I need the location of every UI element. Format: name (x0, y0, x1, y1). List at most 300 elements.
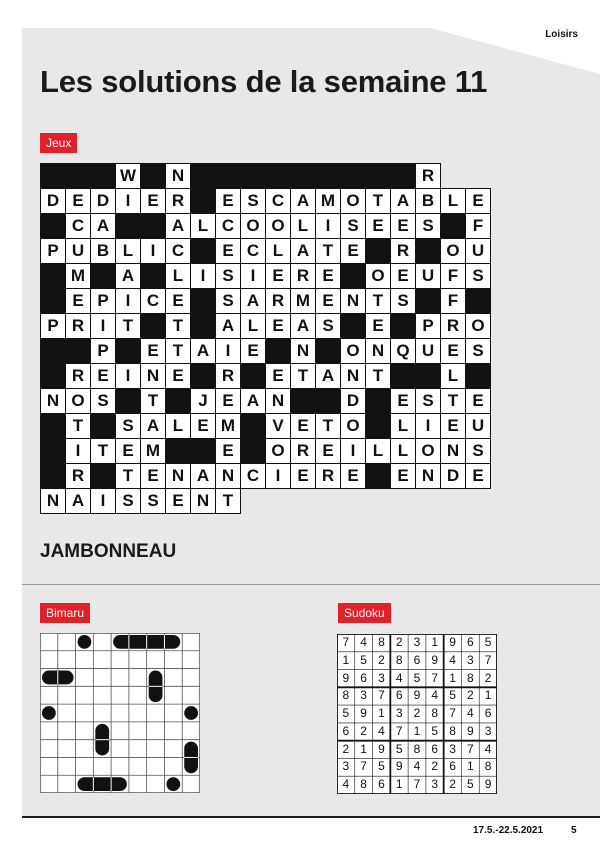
crossword-letter-cell: E (290, 413, 316, 439)
crossword-letter-cell: S (390, 288, 416, 314)
crossword-letter-cell: E (165, 363, 191, 389)
crossword-black-cell (65, 338, 91, 364)
crossword-letter-cell: S (90, 388, 116, 414)
sudoku-cell: 6 (413, 652, 421, 667)
sudoku-cell: 9 (466, 723, 474, 738)
sudoku-cell: 1 (378, 706, 385, 721)
crossword-letter-cell: R (390, 238, 416, 264)
crossword-black-cell (40, 163, 66, 189)
crossword-black-cell (40, 463, 66, 489)
crossword-black-cell (390, 163, 416, 189)
crossword-black-cell (440, 213, 466, 239)
crossword-letter-cell: E (140, 463, 166, 489)
sudoku-cell: 3 (431, 777, 439, 792)
crossword-letter-cell: E (340, 463, 366, 489)
crossword-letter-cell: D (90, 188, 116, 214)
sudoku-cell: 6 (466, 635, 474, 649)
crossword-letter-cell: S (340, 213, 366, 239)
sudoku-cell: 5 (395, 741, 403, 756)
sudoku-cell: 5 (342, 706, 350, 721)
crossword-letter-cell: A (290, 313, 316, 339)
crossword-letter-cell: T (365, 363, 391, 389)
crossword-letter-cell: E (390, 213, 416, 239)
sudoku-cell: 9 (431, 652, 439, 667)
crossword-letter-cell: N (140, 363, 166, 389)
crossword-letter-cell: T (140, 388, 166, 414)
sudoku-cell: 7 (431, 670, 439, 685)
crossword-letter-cell: I (90, 313, 116, 339)
crossword-black-cell (365, 163, 391, 189)
crossword-black-cell (165, 388, 191, 414)
crossword-letter-cell: L (265, 238, 291, 264)
sudoku-cell: 5 (360, 652, 367, 667)
crossword-letter-cell: S (465, 263, 491, 289)
sudoku-cell: 8 (378, 635, 385, 649)
crossword-letter-cell: I (215, 338, 241, 364)
sudoku-cell: 1 (466, 759, 474, 774)
crossword-letter-cell: P (90, 338, 116, 364)
crossword-letter-cell: I (115, 288, 141, 314)
sudoku-cell: 5 (449, 688, 456, 703)
crossword-letter-cell: R (265, 288, 291, 314)
crossword-letter-cell: B (90, 238, 116, 264)
crossword-letter-cell: M (65, 263, 91, 289)
crossword-letter-cell: L (365, 438, 391, 464)
page-title: Les solutions de la semaine 11 (40, 64, 488, 99)
crossword-letter-cell: S (315, 313, 341, 339)
crossword-letter-cell: S (215, 288, 241, 314)
crossword-letter-cell: A (90, 213, 116, 239)
sudoku-cell: 8 (395, 652, 403, 667)
crossword-letter-cell: E (465, 188, 491, 214)
crossword-black-cell (115, 388, 141, 414)
crossword-letter-cell: A (190, 463, 216, 489)
crossword-letter-cell: E (165, 488, 191, 514)
crossword-letter-cell: A (115, 263, 141, 289)
crossword-letter-cell: O (265, 438, 291, 464)
sudoku-cell: 4 (449, 652, 456, 667)
page-number: 5 (571, 825, 577, 836)
crossword-letter-cell: E (215, 438, 241, 464)
crossword-letter-cell: T (290, 363, 316, 389)
crossword-letter-cell: U (465, 413, 491, 439)
crossword-letter-cell: L (165, 413, 191, 439)
crossword-letter-cell: E (315, 263, 341, 289)
sudoku-cell: 7 (342, 635, 350, 649)
crossword-letter-cell: J (190, 388, 216, 414)
section-divider (22, 584, 600, 585)
crossword-black-cell (315, 163, 341, 189)
crossword-letter-cell: N (340, 288, 366, 314)
crossword-letter-cell: P (415, 313, 441, 339)
crossword-letter-cell: O (65, 388, 91, 414)
crossword-letter-cell: L (290, 213, 316, 239)
sudoku-cell: 9 (360, 706, 367, 721)
crossword-letter-cell: V (265, 413, 291, 439)
crossword-letter-cell: E (265, 313, 291, 339)
crossword-letter-cell: N (340, 363, 366, 389)
sudoku-cell: 4 (360, 635, 367, 649)
crossword-letter-cell: S (415, 213, 441, 239)
sudoku-cell: 9 (413, 688, 421, 703)
crossword-letter-cell: N (190, 488, 216, 514)
sudoku-cell: 1 (431, 635, 439, 649)
crossword-letter-cell: E (290, 463, 316, 489)
sudoku-cell: 2 (378, 652, 385, 667)
crossword-black-cell (365, 463, 391, 489)
crossword-letter-cell: E (90, 363, 116, 389)
sudoku-cell: 8 (342, 688, 350, 703)
crossword-letter-cell: E (215, 238, 241, 264)
crossword-letter-cell: A (190, 338, 216, 364)
sudoku-cell: 5 (413, 670, 421, 685)
crossword-black-cell (215, 163, 241, 189)
sudoku-cell: 6 (449, 759, 456, 774)
sudoku-cell: 9 (395, 759, 403, 774)
crossword-black-cell (40, 338, 66, 364)
crossword-letter-cell: O (365, 263, 391, 289)
sudoku-cell: 3 (378, 670, 385, 685)
crossword-letter-cell: N (290, 338, 316, 364)
crossword-letter-cell: P (40, 313, 66, 339)
crossword-letter-cell: R (440, 313, 466, 339)
bimaru-ship (78, 635, 92, 649)
section-name: Loisirs (545, 29, 578, 40)
crossword-letter-cell: W (115, 163, 141, 189)
crossword-black-cell (240, 438, 266, 464)
crossword-letter-cell: E (465, 388, 491, 414)
crossword-letter-cell: T (65, 413, 91, 439)
crossword-letter-cell: E (265, 263, 291, 289)
sudoku-cell: 1 (413, 723, 421, 738)
crossword-black-cell (390, 313, 416, 339)
sudoku-cell: 6 (484, 706, 492, 721)
crossword-letter-cell: T (315, 413, 341, 439)
crossword-black-cell (90, 413, 116, 439)
crossword-black-cell (190, 288, 216, 314)
crossword-black-cell (240, 413, 266, 439)
sudoku-cell: 4 (484, 741, 492, 756)
crossword-letter-cell: I (265, 463, 291, 489)
crossword-letter-cell: A (390, 188, 416, 214)
crossword-letter-cell: S (140, 488, 166, 514)
crossword-letter-cell: E (365, 313, 391, 339)
crossword-letter-cell: I (315, 213, 341, 239)
crossword-letter-cell: L (190, 213, 216, 239)
crossword-black-cell (240, 363, 266, 389)
crossword-black-cell (465, 288, 491, 314)
crossword-black-cell (240, 163, 266, 189)
crossword-black-cell (140, 213, 166, 239)
crossword-black-cell (265, 163, 291, 189)
crossword-letter-cell: E (315, 438, 341, 464)
crossword-letter-cell: I (90, 488, 116, 514)
crossword-black-cell (340, 163, 366, 189)
sudoku-cell: 7 (360, 759, 367, 774)
bimaru-svg (40, 633, 200, 793)
crossword-black-cell (365, 238, 391, 264)
crossword-letter-cell: O (240, 213, 266, 239)
crossword-letter-cell: F (440, 263, 466, 289)
crossword-letter-cell: T (115, 313, 141, 339)
crossword-letter-cell: L (240, 313, 266, 339)
crossword-black-cell (465, 363, 491, 389)
crossword-letter-cell: E (340, 238, 366, 264)
crossword-letter-cell: M (290, 288, 316, 314)
sudoku-cell: 5 (431, 723, 439, 738)
footer-date: 17.5.-22.5.2021 (473, 825, 544, 836)
crossword-black-cell (40, 288, 66, 314)
crossword-letter-cell: I (190, 263, 216, 289)
crossword-letter-cell: M (140, 438, 166, 464)
crossword-letter-cell: N (415, 463, 441, 489)
crossword-letter-cell: N (215, 463, 241, 489)
sudoku-cell: 5 (466, 777, 474, 792)
crossword-black-cell (415, 288, 441, 314)
crossword-letter-cell: E (165, 288, 191, 314)
crossword-letter-cell: U (415, 263, 441, 289)
crossword-black-cell (90, 463, 116, 489)
crossword-letter-cell: A (240, 288, 266, 314)
crossword-black-cell (140, 263, 166, 289)
crossword-letter-cell: E (365, 213, 391, 239)
crossword-black-cell (190, 163, 216, 189)
crossword-black-cell (115, 338, 141, 364)
crossword-black-cell (290, 163, 316, 189)
crossword-letter-cell: R (65, 463, 91, 489)
bimaru-label: Bimaru (40, 603, 90, 623)
sudoku-cell: 1 (395, 777, 403, 792)
jeux-label: Jeux (40, 133, 77, 153)
crossword-letter-cell: E (315, 288, 341, 314)
sudoku-cell: 9 (378, 741, 385, 756)
crossword-letter-cell: T (90, 438, 116, 464)
sudoku-cell: 3 (342, 759, 350, 774)
crossword-letter-cell: S (465, 338, 491, 364)
crossword-letter-cell: O (340, 188, 366, 214)
crossword-black-cell (190, 188, 216, 214)
crossword-black-cell (40, 413, 66, 439)
sudoku-cell: 8 (413, 741, 421, 756)
crossword-letter-cell: E (440, 338, 466, 364)
sudoku-cell: 6 (378, 777, 385, 792)
sudoku-cell: 9 (449, 635, 456, 649)
crossword-letter-cell: B (415, 188, 441, 214)
crossword-letter-cell: E (390, 463, 416, 489)
crossword-letter-cell: N (265, 388, 291, 414)
crossword-black-cell (415, 363, 441, 389)
crossword-letter-cell: S (240, 188, 266, 214)
crossword-letter-cell: F (465, 213, 491, 239)
crossword-letter-cell: R (315, 463, 341, 489)
crossword-black-cell (40, 438, 66, 464)
crossword-letter-cell: E (240, 338, 266, 364)
sudoku-cell: 4 (466, 706, 474, 721)
crossword-letter-cell: A (140, 413, 166, 439)
crossword-letter-cell: I (140, 238, 166, 264)
crossword-letter-cell: I (340, 438, 366, 464)
crossword-black-cell (315, 388, 341, 414)
crossword-letter-cell: E (215, 188, 241, 214)
crossword-letter-cell: T (115, 463, 141, 489)
crossword-letter-cell: N (365, 338, 391, 364)
crossword-letter-cell: O (340, 338, 366, 364)
crossword-black-cell (190, 363, 216, 389)
crossword-black-cell (190, 238, 216, 264)
crossword-letter-cell: I (415, 413, 441, 439)
crossword-letter-cell: M (215, 413, 241, 439)
crossword-letter-cell: E (115, 438, 141, 464)
crossword-black-cell (115, 213, 141, 239)
crossword-letter-cell: C (240, 463, 266, 489)
crossword-letter-cell: R (65, 313, 91, 339)
sudoku-cell: 1 (484, 688, 492, 703)
sudoku-cell: 2 (484, 670, 492, 685)
crossword-letter-cell: L (115, 238, 141, 264)
crossword-black-cell (390, 363, 416, 389)
crossword-black-cell (65, 163, 91, 189)
crossword-letter-cell: E (190, 413, 216, 439)
sudoku-cell: 1 (342, 652, 350, 667)
crossword-letter-cell: E (390, 263, 416, 289)
crossword-black-cell (90, 163, 116, 189)
crossword-letter-cell: L (390, 413, 416, 439)
sudoku-cell: 3 (413, 635, 421, 649)
crossword-letter-cell: R (65, 363, 91, 389)
sudoku-cell: 3 (466, 652, 474, 667)
crossword-letter-cell: P (40, 238, 66, 264)
sudoku-cell: 6 (342, 723, 350, 738)
sudoku-cell: 9 (342, 670, 350, 685)
sudoku-cell: 2 (449, 777, 456, 792)
sudoku-cell: 7 (484, 652, 492, 667)
sudoku-cell: 7 (449, 706, 456, 721)
crossword-letter-cell: N (165, 463, 191, 489)
crossword-letter-cell: O (465, 313, 491, 339)
crossword-letter-cell: S (115, 413, 141, 439)
sudoku-cell: 1 (449, 670, 456, 685)
crossword-letter-cell: S (115, 488, 141, 514)
crossword-black-cell (165, 438, 191, 464)
crossword-letter-cell: T (215, 488, 241, 514)
crossword-letter-cell: D (340, 388, 366, 414)
crossword-letter-cell: D (440, 463, 466, 489)
sudoku-cell: 4 (342, 777, 350, 792)
crossword-letter-cell: O (265, 213, 291, 239)
crossword-letter-cell: Q (390, 338, 416, 364)
crossword-letter-cell: S (215, 263, 241, 289)
sudoku-cell: 2 (360, 723, 367, 738)
crossword-letter-cell: R (215, 363, 241, 389)
crossword-letter-cell: P (90, 288, 116, 314)
crossword-letter-cell: N (40, 488, 66, 514)
sudoku-cell: 8 (466, 670, 474, 685)
crossword-letter-cell: E (65, 188, 91, 214)
crossword-letter-cell: T (165, 313, 191, 339)
sudoku-cell: 7 (395, 723, 403, 738)
sudoku-cell: 3 (484, 723, 492, 738)
sudoku-cell: 5 (378, 759, 385, 774)
crossword-black-cell (40, 263, 66, 289)
crossword-letter-cell: I (115, 363, 141, 389)
crossword-letter-cell: R (290, 438, 316, 464)
crossword-black-cell (340, 313, 366, 339)
sudoku-cell: 3 (449, 741, 456, 756)
crossword-solution-word: JAMBONNEAU (40, 541, 177, 562)
bimaru-ship (42, 706, 56, 720)
sudoku-cell: 4 (413, 759, 421, 774)
crossword-letter-cell: E (265, 363, 291, 389)
crossword-letter-cell: U (415, 338, 441, 364)
crossword-black-cell (190, 438, 216, 464)
crossword-black-cell (365, 388, 391, 414)
sudoku-cell: 4 (431, 688, 439, 703)
crossword-letter-cell: A (215, 313, 241, 339)
sudoku-cell: 8 (449, 723, 456, 738)
crossword-letter-cell: N (440, 438, 466, 464)
crossword-letter-cell: I (115, 188, 141, 214)
crossword-letter-cell: D (40, 188, 66, 214)
sudoku-cell: 8 (360, 777, 367, 792)
crossword-letter-cell: M (315, 188, 341, 214)
sudoku-cell: 8 (484, 759, 492, 774)
crossword-letter-cell: E (140, 188, 166, 214)
crossword-letter-cell: R (165, 188, 191, 214)
sudoku-cell: 2 (395, 635, 403, 649)
crossword-letter-cell: R (415, 163, 441, 189)
bimaru-ship (78, 777, 127, 791)
sudoku-cell: 3 (360, 688, 367, 703)
crossword-letter-cell: A (290, 188, 316, 214)
crossword-letter-cell: A (290, 238, 316, 264)
crossword-black-cell (265, 338, 291, 364)
sudoku-label: Sudoku (338, 603, 391, 623)
crossword-letter-cell: C (240, 238, 266, 264)
crossword-letter-cell: T (440, 388, 466, 414)
crossword-black-cell (140, 163, 166, 189)
sudoku-cell: 6 (395, 688, 403, 703)
bimaru-ship (184, 706, 198, 720)
sudoku-cell: 9 (484, 777, 492, 792)
crossword-black-cell (90, 263, 116, 289)
sudoku-cell: 8 (431, 706, 439, 721)
crossword-black-cell (415, 238, 441, 264)
crossword-black-cell (40, 213, 66, 239)
crossword-letter-cell: R (290, 263, 316, 289)
crossword-letter-cell: C (215, 213, 241, 239)
crossword-letter-cell: O (440, 238, 466, 264)
crossword-letter-cell: C (265, 188, 291, 214)
sudoku-cell: 4 (378, 723, 385, 738)
crossword-letter-cell: F (440, 288, 466, 314)
crossword-letter-cell: E (440, 413, 466, 439)
crossword-black-cell (340, 263, 366, 289)
crossword-letter-cell: S (465, 438, 491, 464)
crossword-black-cell (315, 338, 341, 364)
sudoku-cell: 2 (466, 688, 474, 703)
crossword-black-cell (40, 363, 66, 389)
sudoku-grid (337, 634, 497, 794)
bimaru-ship (166, 777, 180, 791)
crossword-black-cell (290, 388, 316, 414)
crossword-letter-cell: N (40, 388, 66, 414)
crossword-letter-cell: A (315, 363, 341, 389)
crossword-letter-cell: L (390, 438, 416, 464)
crossword-letter-cell: T (165, 338, 191, 364)
sudoku-cell: 2 (431, 759, 439, 774)
sudoku-cell: 7 (378, 688, 385, 703)
crossword-letter-cell: L (440, 363, 466, 389)
